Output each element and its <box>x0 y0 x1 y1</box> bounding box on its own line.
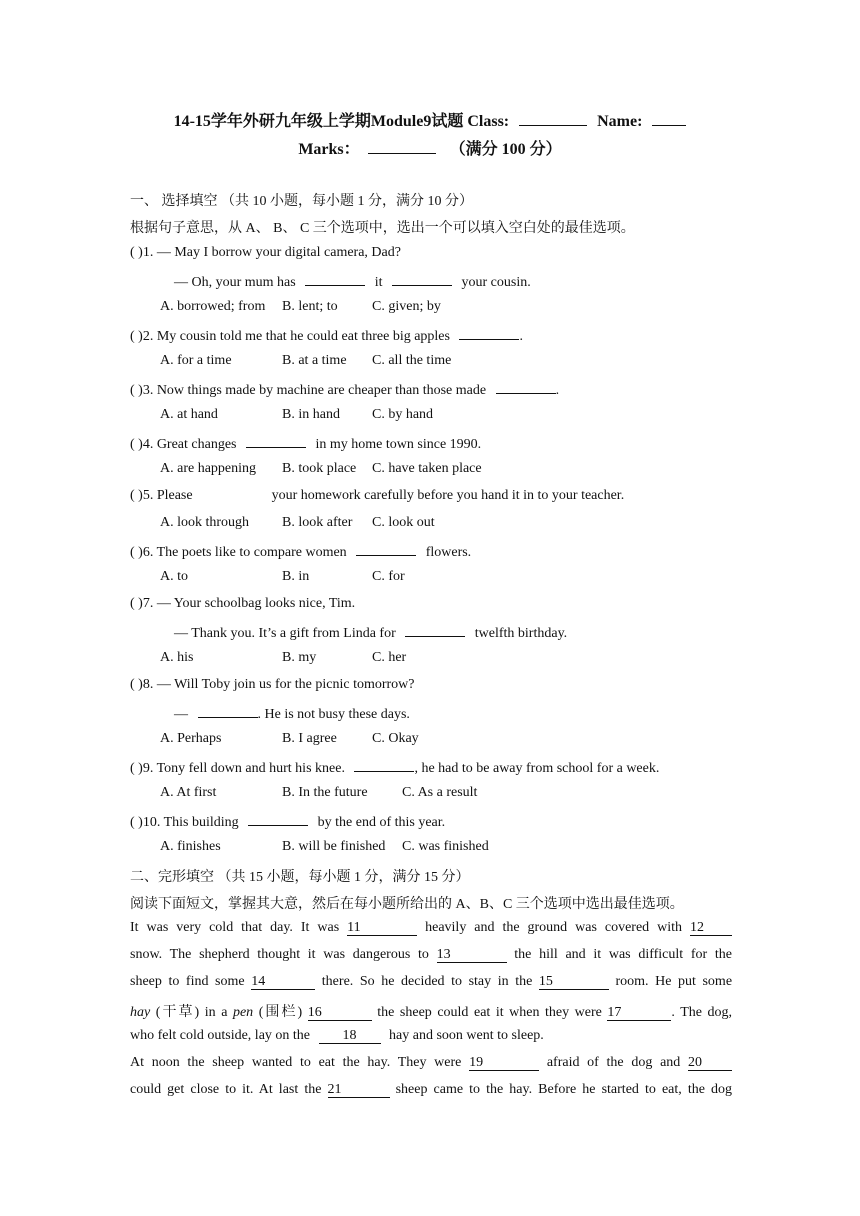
q1-text-b: it <box>374 275 383 290</box>
q5-option-b[interactable]: B. look after <box>282 515 353 530</box>
passage-text: sheep came to the hay. Before he started to eat, the dog <box>395 1082 733 1097</box>
name-label: Name: <box>597 113 643 130</box>
answer-blank[interactable] <box>305 272 365 286</box>
q5-stem <box>130 488 624 504</box>
q8-text: . He is not busy these days. <box>257 707 410 722</box>
q1-option-b[interactable]: B. lent; to <box>282 299 338 314</box>
cloze-blank-16[interactable]: 16 <box>308 1005 372 1021</box>
q2-end: . <box>519 329 523 344</box>
q8-option-b[interactable]: B. I agree <box>282 731 337 746</box>
passage-line <box>130 974 732 990</box>
q10-option-a[interactable]: A. finishes <box>160 839 221 854</box>
answer-blank[interactable] <box>459 326 519 340</box>
q10-stem <box>130 812 445 831</box>
q6-option-c[interactable]: C. for <box>372 569 405 584</box>
q4-text: ( )4. Great changes <box>130 437 237 452</box>
answer-blank[interactable] <box>405 623 465 637</box>
q2-option-c[interactable]: C. all the time <box>372 353 452 368</box>
q3-end: . <box>555 383 560 398</box>
q3-option-c[interactable]: C. by hand <box>372 407 434 422</box>
q7-stem: ( )7. — Your schoolbag looks nice, Tim. <box>130 596 356 611</box>
cloze-blank-18[interactable]: 18 <box>319 1028 381 1044</box>
q7-option-b[interactable]: B. my <box>282 650 317 665</box>
q9-text: ( )9. Tony fell down and hurt his knee. <box>130 761 345 776</box>
q10-end: by the end of this year. <box>317 815 446 830</box>
passage-line <box>130 1082 732 1098</box>
answer-blank[interactable] <box>248 812 308 826</box>
passage-text: snow. The shepherd thought it was dangerous to <box>130 947 429 962</box>
passage-line <box>130 920 732 936</box>
passage-italic: pen <box>232 1005 254 1020</box>
q8-dash: — <box>174 707 188 722</box>
q8-option-c[interactable]: C. Okay <box>372 731 419 746</box>
q8-option-a[interactable]: A. Perhaps <box>160 731 222 746</box>
q1-text-a: — Oh, your mum has <box>174 275 296 290</box>
section2-instruction: 阅读下面短文，掌握其大意，然后在每小题所给出的 A、B、C 三个选项中选出最佳选项。 <box>130 897 684 912</box>
q8-line2 <box>174 704 410 723</box>
name-blank[interactable] <box>652 112 686 126</box>
q9-option-c[interactable]: C. As a result <box>402 785 478 800</box>
passage-line <box>130 947 732 963</box>
q3-text: ( )3. Now things made by machine are cheaper than those made <box>130 383 487 398</box>
q10-option-b[interactable]: B. will be finished <box>282 839 386 854</box>
full-score: （满分 100 分） <box>449 141 562 158</box>
passage-text: sheep to find some <box>130 974 245 989</box>
passage-text: room. He put some <box>615 974 733 989</box>
passage-line <box>130 1001 732 1021</box>
q3-option-a[interactable]: A. at hand <box>160 407 218 422</box>
passage-line <box>130 1055 732 1071</box>
cloze-blank-21[interactable]: 21 <box>328 1082 390 1098</box>
passage-text: . The dog, <box>671 1005 733 1020</box>
q10-text: ( )10. This building <box>130 815 239 830</box>
passage-text: (干草) in a <box>155 1005 228 1020</box>
q4-option-a[interactable]: A. are happening <box>160 461 257 476</box>
q1-option-c[interactable]: C. given; by <box>372 299 441 314</box>
marks-line <box>0 136 860 159</box>
q3-stem <box>130 380 559 399</box>
passage-text: heavily and the ground was covered with <box>425 920 683 935</box>
q1-stem: ( )1. — May I borrow your digital camera, Dad? <box>130 245 401 260</box>
q6-text: ( )6. The poets like to compare women <box>130 545 347 560</box>
q9-option-a[interactable]: A. At first <box>160 785 217 800</box>
cloze-blank-15[interactable]: 15 <box>539 974 609 990</box>
passage-text: the hill and it was difficult for the <box>514 947 732 962</box>
q9-option-b[interactable]: B. In the future <box>282 785 368 800</box>
q2-option-a[interactable]: A. for a time <box>160 353 232 368</box>
passage-text: there. So he decided to stay in the <box>321 974 533 989</box>
answer-blank[interactable] <box>198 704 258 718</box>
q6-end: flowers. <box>425 545 472 560</box>
cloze-blank-14[interactable]: 14 <box>251 974 315 990</box>
q3-option-b[interactable]: B. in hand <box>282 407 340 422</box>
cloze-blank-20[interactable]: 20 <box>688 1055 732 1071</box>
q2-stem <box>130 326 523 345</box>
q4-option-c[interactable]: C. have taken place <box>372 461 482 476</box>
passage-text: who felt cold outside, lay on the <box>130 1028 311 1043</box>
q6-stem <box>130 542 471 561</box>
q5-text: ( )5. Please <box>130 488 193 503</box>
q6-option-b[interactable]: B. in <box>282 569 310 584</box>
answer-blank[interactable] <box>356 542 416 556</box>
q7-option-c[interactable]: C. her <box>372 650 407 665</box>
section1-heading: 一、 选择填空 （共 10 小题，每小题 1 分，满分 10 分） <box>130 194 473 209</box>
q4-end: in my home town since 1990. <box>315 437 482 452</box>
q4-option-b[interactable]: B. took place <box>282 461 357 476</box>
q7-option-a[interactable]: A. his <box>160 650 194 665</box>
cloze-blank-17[interactable]: 17 <box>607 1005 671 1021</box>
cloze-blank-13[interactable]: 13 <box>437 947 507 963</box>
passage-italic: hay <box>130 1005 151 1020</box>
title-text: 14-15学年外研九年级上学期Module9试题 Class: <box>173 113 510 130</box>
passage-text: hay and soon went to sleep. <box>389 1028 544 1043</box>
q9-end: , he had to be away from school for a week. <box>414 761 660 776</box>
q1-option-a[interactable]: A. borrowed; from <box>160 299 266 314</box>
passage-text: afraid of the dog and <box>546 1055 681 1070</box>
answer-blank[interactable] <box>496 380 556 394</box>
cloze-blank-19[interactable]: 19 <box>469 1055 539 1071</box>
cloze-blank-11[interactable]: 11 <box>347 920 417 936</box>
passage-text: It was very cold that day. It was <box>130 920 340 935</box>
q8-stem: ( )8. — Will Toby join us for the picnic tomorrow? <box>130 677 415 692</box>
q5-option-c[interactable]: C. look out <box>372 515 435 530</box>
class-blank[interactable] <box>519 112 587 126</box>
page-title <box>0 108 860 131</box>
q2-option-b[interactable]: B. at a time <box>282 353 347 368</box>
passage-text: At noon the sheep wanted to eat the hay. They were <box>130 1055 462 1070</box>
passage-text: (围栏) <box>258 1005 303 1020</box>
passage-line <box>130 1028 544 1044</box>
q9-stem <box>130 758 659 777</box>
answer-blank[interactable] <box>392 272 452 286</box>
answer-blank[interactable] <box>354 758 414 772</box>
q7-line2 <box>174 623 567 642</box>
marks-label: Marks： <box>298 141 360 158</box>
q4-stem <box>130 434 481 453</box>
passage-text: could get close to it. At last the <box>130 1082 322 1097</box>
q1-line2 <box>174 272 531 291</box>
q2-text: ( )2. My cousin told me that he could eat three big apples <box>130 329 450 344</box>
q5-option-a[interactable]: A. look through <box>160 515 250 530</box>
q7-text-b: twelfth birthday. <box>474 626 568 641</box>
q7-text-a: — Thank you. It’s a gift from Linda for <box>174 626 396 641</box>
section1-instruction: 根据句子意思，从 A、 B、 C 三个选项中，选出一个可以填入空白处的最佳选项。 <box>130 221 635 236</box>
q5-end: your homework carefully before you hand it in to your teacher. <box>271 488 625 503</box>
marks-blank[interactable] <box>368 140 436 154</box>
passage-text: the sheep could eat it when they were <box>377 1005 602 1020</box>
cloze-blank-12[interactable]: 12 <box>690 920 732 936</box>
q6-option-a[interactable]: A. to <box>160 569 188 584</box>
q1-text-c: your cousin. <box>461 275 531 290</box>
section2-heading: 二、完形填空 （共 15 小题，每小题 1 分，满分 15 分） <box>130 870 470 885</box>
answer-blank[interactable] <box>246 434 306 448</box>
q10-option-c[interactable]: C. was finished <box>402 839 489 854</box>
